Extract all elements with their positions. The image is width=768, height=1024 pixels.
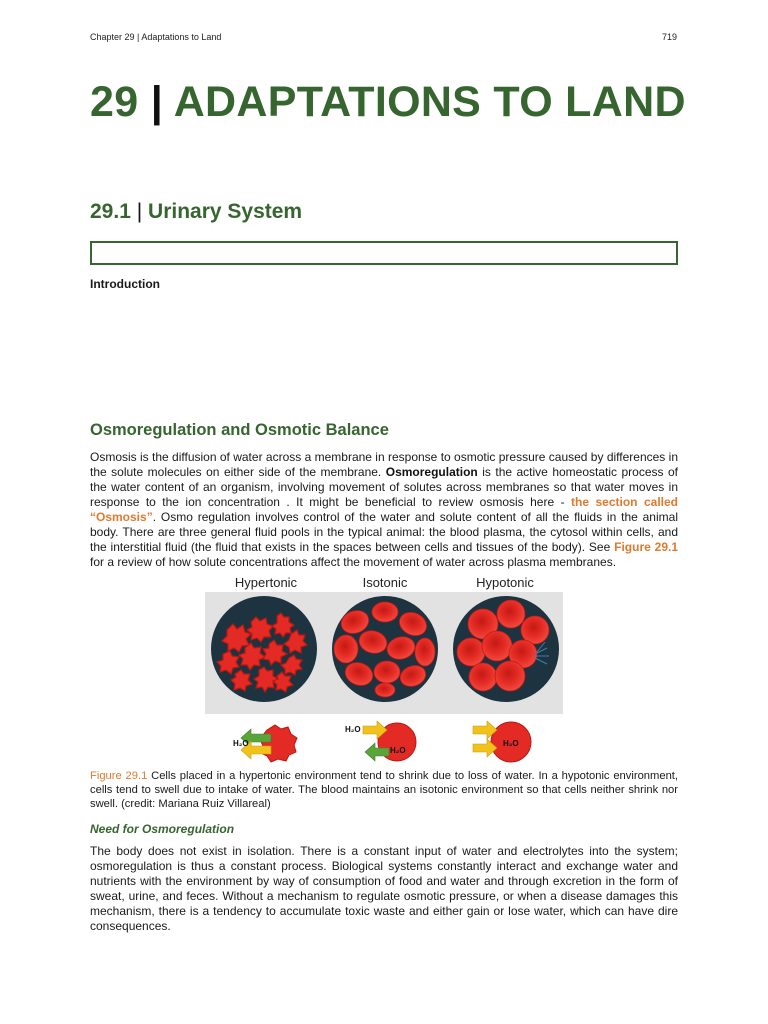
isotonic-dish	[332, 596, 438, 702]
hypertonic-water-diagram	[233, 725, 297, 762]
figure-29-1	[205, 572, 563, 768]
chapter-separator: |	[150, 78, 164, 126]
paragraph-text: is the active homeostatic process of the water content of an organism, involving movement of solutes across membranes so that water moves in response to the ion concentration . It might be beneficial to review osmosis here -	[90, 465, 678, 509]
section-title	[90, 200, 302, 224]
water-label: H₂O	[503, 739, 519, 748]
label-hypertonic: Hypertonic	[234, 575, 298, 590]
introduction-label: Introduction	[90, 277, 160, 291]
subsection-title: Osmoregulation and Osmotic Balance	[90, 421, 389, 439]
section-title-text: Urinary System	[148, 200, 303, 223]
isotonic-water-diagram	[345, 721, 416, 761]
chapter-number: 29	[90, 78, 139, 126]
figure-reference-link[interactable]: Figure 29.1	[614, 540, 679, 554]
section-separator: |	[136, 200, 143, 223]
learning-objectives-box	[90, 241, 678, 265]
paragraph-text: Osmosis is the diffusion of water across a membrane in response to osmotic pressure caused by differences in the solute molecules on either side of the membrane.	[90, 450, 678, 479]
hypertonic-dish	[211, 596, 317, 702]
water-label: H₂O	[390, 746, 406, 755]
running-header-chapter: Chapter 29 | Adaptations to Land	[90, 32, 222, 42]
water-label: H₂O	[233, 739, 249, 748]
osmosis-section-link[interactable]: the section called “Osmosis”	[90, 495, 678, 524]
osmosis-paragraph	[90, 450, 678, 570]
caption-text: Cells placed in a hypertonic environment tend to shrink due to loss of water. In a hypotonic environment, cells tend to swell due to intake of water. The blood maintains an isotonic environment so that cells neither shrink nor swell. (credit: Mariana Ruiz Villareal)	[90, 770, 679, 810]
figure-label: Figure 29.1	[90, 770, 148, 782]
chapter-title	[90, 76, 690, 128]
water-label: H₂O	[345, 725, 361, 734]
paragraph-text: . Osmo regulation involves control of the water and solute content of all the fluids in the animal body. There are three general fluid pools in the typical animal: the blood plasma, the cytosol within cells, and the interstitial fluid (the fluid that exists in the spaces between cells and tissues of the body). See	[90, 510, 678, 554]
key-term: Osmoregulation	[385, 465, 478, 479]
need-paragraph: The body does not exist in isolation. There is a constant input of water and electrolytes into the system; osmoregulation is thus a constant process. Biological systems constantly interact and exchange water and nutrients with the environment by way of consumption of food and water and through excretion in the form of sweat, urine, and feces. Without a mechanism to regulate osmotic pressure, or when a disease damages this mechanism, there is a tendency to accumulate toxic waste and either gain or lose water, which can have dire consequences.	[90, 844, 678, 933]
label-hypotonic: Hypotonic	[476, 575, 534, 590]
label-isotonic: Isotonic	[362, 575, 408, 590]
need-subheading: Need for Osmoregulation	[90, 822, 235, 836]
paragraph-text: for a review of how solute concentrations affect the movement of water across plasma membranes.	[90, 555, 617, 569]
page-number: 719	[662, 32, 678, 42]
figure-caption	[90, 769, 678, 811]
hypotonic-water-diagram	[473, 721, 531, 762]
hypotonic-dish	[453, 596, 559, 702]
section-number: 29.1	[90, 200, 131, 223]
chapter-title-text: ADAPTATIONS TO LAND	[173, 78, 686, 126]
